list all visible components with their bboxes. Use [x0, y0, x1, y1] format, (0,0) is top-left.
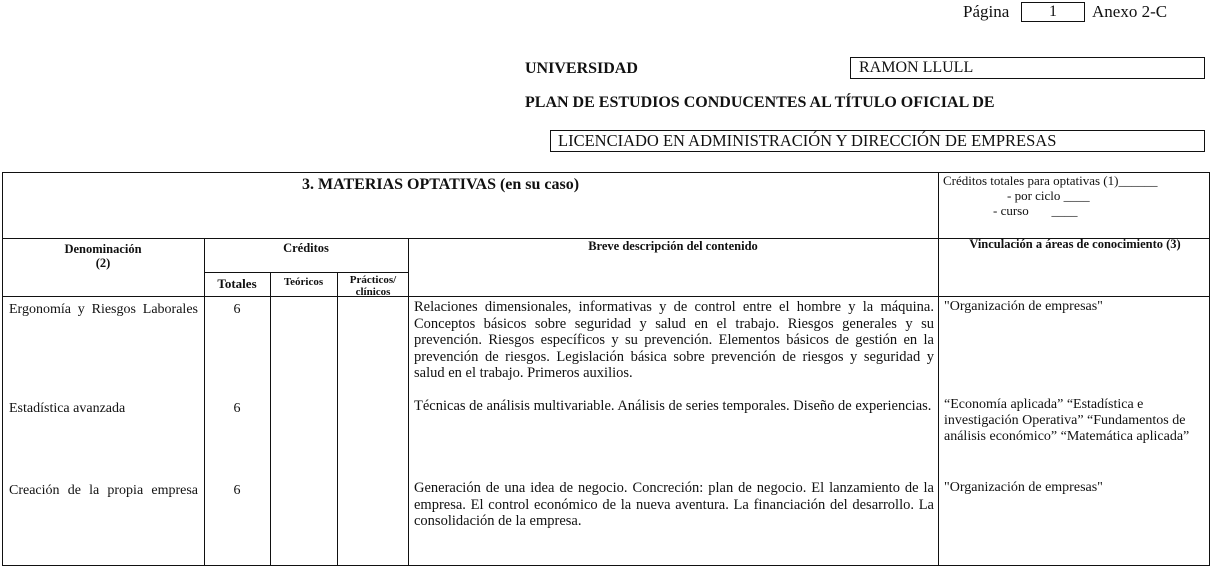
denominacion-label: Denominación	[64, 242, 142, 256]
optional-credits-summary	[943, 173, 1157, 218]
row-3-areas: "Organización de empresas"	[944, 480, 1103, 495]
column-header-totales: Totales	[217, 276, 257, 291]
degree-box	[550, 130, 1205, 152]
university-name-box	[850, 57, 1205, 79]
row-1-totales: 6	[233, 302, 241, 317]
row-2-description: Técnicas de análisis multivariable. Análisis de series temporales. Diseño de experiencias.	[414, 398, 932, 414]
row-3-description: Generación de una idea de negocio. Concreción: plan de negocio. El lanzamiento de la empresa. El control económico de la nueva aventura. La financiación del desarrollo. La consolidación de la empresa.	[414, 480, 934, 529]
row-1-description: Relaciones dimensionales, informativas y de control entre el hombre y la máquina. Conceptos básicos sobre seguridad y salud en el trabajo. Riesgos generales y su prevención. Riesgos específicos y su prevención. Elementos básicos de gestión en la prevención de riesgos. Legislación básica sobre prevención de riesgos y seguridad y salud en el trabajo. Primeros auxilios.	[414, 299, 934, 381]
row-2-totales: 6	[233, 401, 241, 416]
row-3-name: Creación de la propia empresa	[9, 483, 198, 498]
section-title: 3. MATERIAS OPTATIVAS (en su caso)	[302, 176, 580, 193]
credits-column-right	[408, 238, 409, 566]
university-label: UNIVERSIDAD	[525, 60, 638, 77]
row-2-name: Estadística avanzada	[9, 401, 126, 416]
optional-credits-total: Créditos totales para optativas (1)______	[943, 173, 1158, 188]
row-3-totales: 6	[233, 483, 241, 498]
denominacion-note: (2)	[95, 256, 111, 270]
row-2-areas: “Economía aplicada” “Estadística e investigación Operativa” “Fundamentos de análisis económico” “Matemática aplicada”	[944, 397, 1190, 444]
page-number: 1	[1049, 3, 1057, 20]
column-header-bottom	[2, 296, 1210, 297]
degree-name: LICENCIADO EN ADMINISTRACIÓN Y DIRECCIÓN DE EMPRESAS	[558, 131, 1057, 150]
teoricos-column-right	[337, 272, 338, 566]
optional-credits-per-course: - curso ____	[993, 203, 1078, 218]
credits-subheader-divider	[204, 272, 408, 273]
column-header-teoricos: Teóricos	[283, 276, 324, 288]
row-1-areas: "Organización de empresas"	[944, 299, 1103, 314]
plan-title: PLAN DE ESTUDIOS CONDUCENTES AL TÍTULO OFICIAL DE	[525, 94, 995, 111]
column-header-creditos: Créditos	[283, 241, 329, 255]
column-header-descripcion: Breve descripción del contenido	[588, 239, 758, 253]
totales-column-right	[270, 272, 271, 566]
areas-column-divider	[938, 172, 939, 566]
optional-credits-per-cycle: - por ciclo ____	[1007, 188, 1090, 203]
column-header-practicos: Prácticos/ clínicos	[349, 274, 397, 298]
row-1-name: Ergonomía y Riesgos Laborales	[9, 302, 198, 317]
column-header-denominacion	[4, 242, 202, 270]
university-name: RAMON LLULL	[859, 59, 974, 76]
page-number-box	[1021, 2, 1085, 22]
annex-label: Anexo 2-C	[1092, 2, 1168, 21]
column-header-vinculacion: Vinculación a áreas de conocimiento (3)	[969, 237, 1181, 251]
page-label: Página	[963, 2, 1010, 21]
